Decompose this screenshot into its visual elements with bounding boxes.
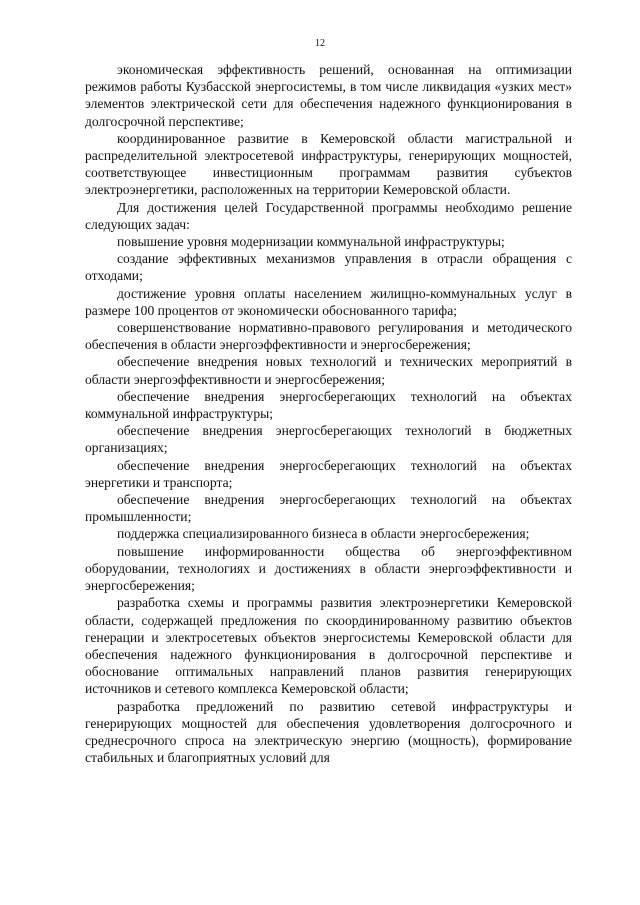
- task-item: обеспечение внедрения энергосберегающих технологий на объектах коммунальной инфраструктуры;: [85, 388, 572, 422]
- document-body: [85, 61, 572, 766]
- paragraph-economic-efficiency: экономическая эффективность решений, основанная на оптимизации режимов работы Кузбасской энергосистемы, в том числе ликвидация «узких мест» элементов электрической сети для обеспечения надежного функционирования в долгосрочной перспективе;: [85, 62, 572, 129]
- task-item: поддержка специализированного бизнеса в области энергосбережения;: [117, 526, 530, 542]
- paragraph-coordinated-development: координированное развитие в Кемеровской области магистральной и распределительной электросетевой инфраструктуры, генерирующих мощностей, соответствующее инвестиционным программам развития субъектов электроэнергетики, расположенных на территории Кемеровской области.: [85, 130, 572, 198]
- task-item: обеспечение внедрения новых технологий и технических мероприятий в области энергоэффективности и энергосбережения;: [85, 354, 572, 387]
- paragraph-goals-intro: Для достижения целей Государственной программы необходимо решение следующих задач:: [85, 199, 572, 232]
- task-item: обеспечение внедрения энергосберегающих технологий на объектах промышленности;: [85, 492, 572, 525]
- task-item: разработка схемы и программы развития электроэнергетики Кемеровской области, содержащей предложения по скоординированному развитию объектов генерации и электросетевых объектов энергосистемы Кемеровской области для обеспечения надежного функционирования в долгосрочной перспективе и обоснование оптимальных направлений планов развития генерирующих источников и сетевого комплекса Кемеровской области;: [85, 595, 572, 697]
- task-item: совершенствование нормативно-правового регулирования и методического обеспечения в области энергоэффективности и энергосбережения;: [85, 320, 572, 353]
- task-item: повышение информированности общества об энергоэффективном оборудовании, технологиях и достижениях в области энергоэффективности и энергосбережения;: [85, 543, 572, 594]
- task-item: разработка предложений по развитию сетевой инфраструктуры и генерирующих мощностей для обеспечения удовлетворения долгосрочного и среднесрочного спроса на электрическую энергию (мощность), формирование стабильных и благоприятных условий для: [85, 698, 572, 766]
- task-item: достижение уровня оплаты населением жилищно-коммунальных услуг в размере 100 процентов от экономически обоснованного тарифа;: [85, 285, 572, 318]
- task-item: повышение уровня модернизации коммунальной инфраструктуры;: [117, 234, 505, 250]
- task-item: обеспечение внедрения энергосберегающих технологий на объектах энергетики и транспорта;: [85, 457, 572, 490]
- task-item: создание эффективных механизмов управления в отрасли обращения с отходами;: [85, 251, 572, 284]
- page-number: 12: [315, 38, 325, 49]
- task-item: обеспечение внедрения энергосберегающих технологий в бюджетных организациях;: [85, 423, 572, 456]
